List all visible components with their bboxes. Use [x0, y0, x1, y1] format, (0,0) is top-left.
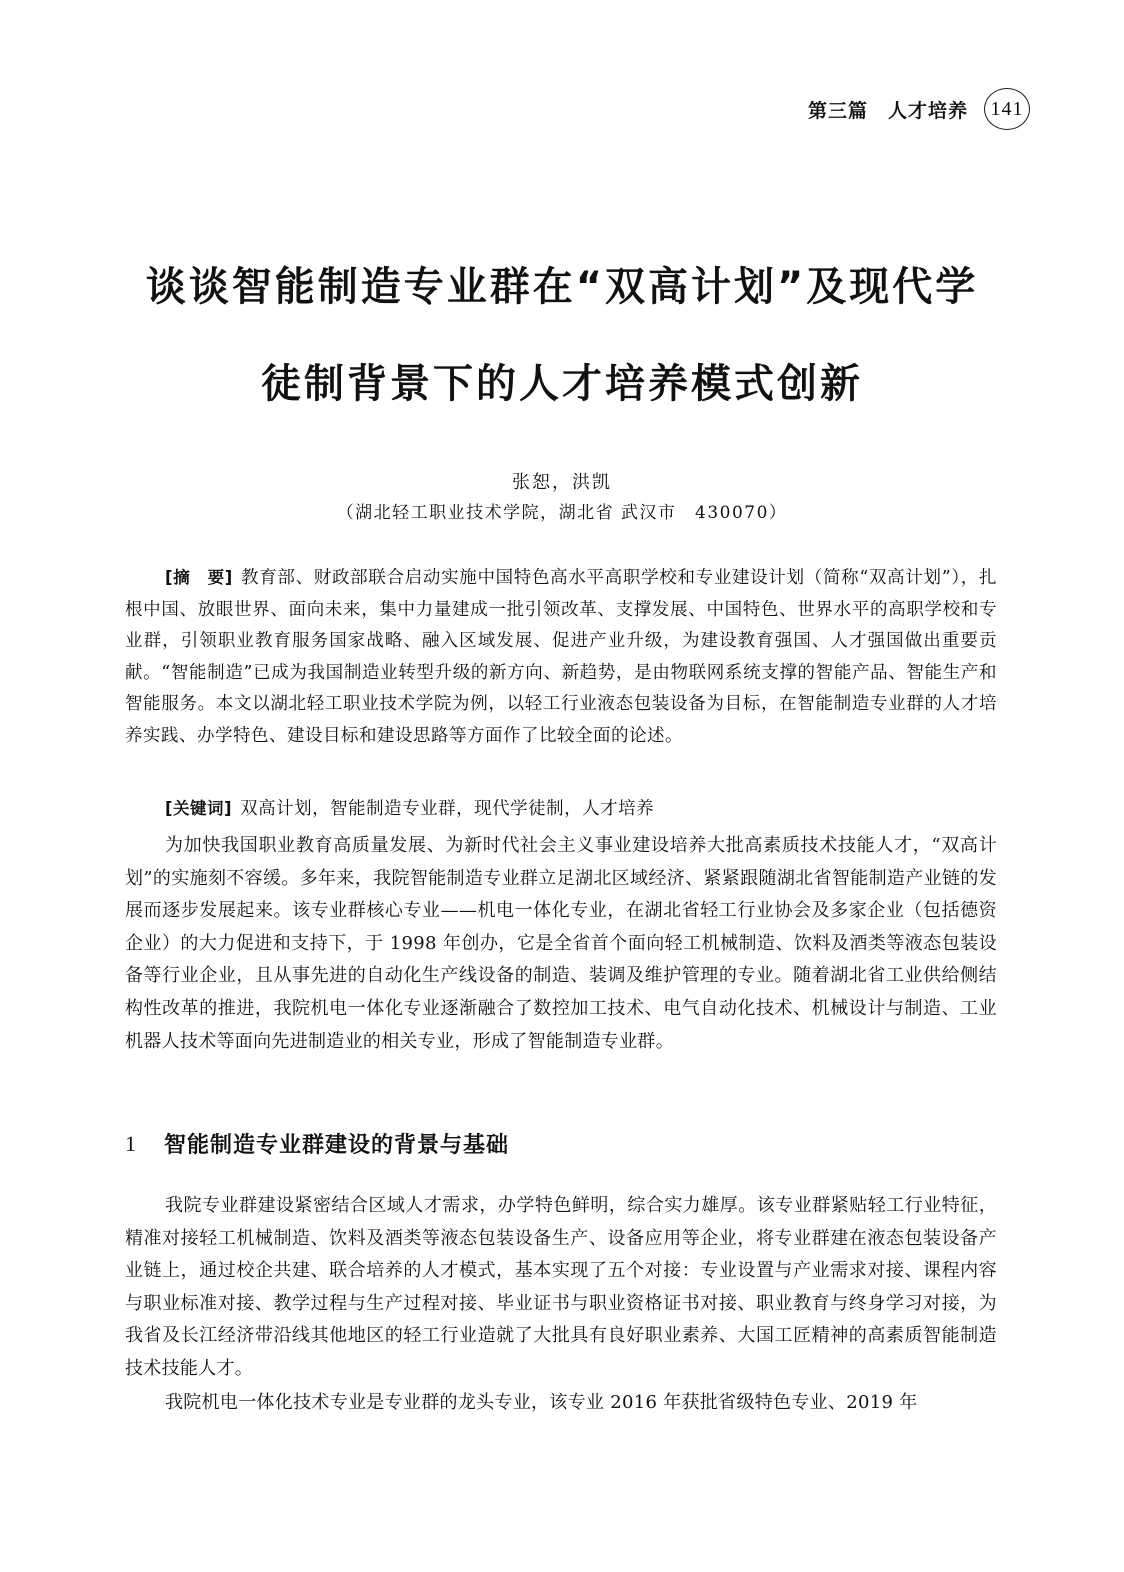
intro-paragraph: 为加快我国职业教育高质量发展、为新时代社会主义事业建设培养大批高素质技术技能人才，“双高计划”的实施刻不容缓。多年来，我院智能制造专业群立足湖北区域经济、紧紧跟随湖北省智能制造产业链的发展而逐步发展起来。该专业群核心专业——机电一体化专业，在湖北省轻工行业协会及多家企业（包括德资企业）的大力促进和支持下，于 1998 年创办，它是全省首个面向轻工机械制造、饮料及酒类等液态包装设备等行业企业，且从事先进的自动化生产线设备的制造、装调及维护管理的专业。随着湖北省工业供给侧结构性改革的推进，我院机电一体化专业逐渐融合了数控加工技术、电气自动化技术、机械设计与制造、工业机器人技术等面向先进制造业的相关专业，形成了智能制造专业群。 — [125, 835, 997, 1052]
keywords — [165, 793, 997, 826]
running-title: 第三篇 人才培养 — [807, 99, 968, 122]
keywords-label: [关键词] — [165, 799, 233, 818]
page-number: 141 — [984, 88, 1030, 130]
abstract-label: [摘 要] — [165, 568, 233, 587]
keywords-text: 双高计划，智能制造专业群，现代学徒制，人才培养 — [240, 799, 655, 819]
authors: 张恕，洪凯 — [512, 472, 612, 493]
section-heading — [125, 1128, 509, 1159]
abstract-text: 教育部、财政部联合启动实施中国特色高水平高职学校和专业建设计划（简称“双高计划”），扎根中国、放眼世界、面向未来，集中力量建成一批引领改革、支撑发展、中国特色、世界水平的高职学校和专业群，引领职业教育服务国家战略、融入区域发展、促进产业升级，为建设教育强国、人才强国做出重要贡献。“智能制造”已成为我国制造业转型升级的新方向、新趋势，是由物联网系统支撑的智能产品、智能生产和智能服务。本文以湖北轻工职业技术学院为例，以轻工行业液态包装设备为目标，在智能制造专业群的人才培养实践、办学特色、建设目标和建设思路等方面作了比较全面的论述。 — [125, 568, 997, 746]
affiliation: （湖北轻工职业技术学院，湖北省 武汉市 430070） — [336, 503, 788, 523]
abstract — [125, 562, 997, 752]
section1-paragraph1: 我院专业群建设紧密结合区域人才需求，办学特色鲜明，综合实力雄厚。该专业群紧贴轻工行业特征，精准对接轻工机械制造、饮料及酒类等液态包装设备生产、设备应用等企业，将专业群建在液态包装设备产业链上，通过校企共建、联合培养的人才模式，基本实现了五个对接：专业设置与产业需求对接、课程内容与职业标准对接、教学过程与生产过程对接、毕业证书与职业资格证书对接、职业教育与终身学习对接，为我省及长江经济带沿线其他地区的轻工行业造就了大批具有良好职业素养、大国工匠精神的高素质智能制造技术技能人才。 — [125, 1195, 997, 1379]
article-title-line1: 谈谈智能制造专业群在“双高计划”及现代学 — [145, 264, 979, 310]
section-title: 智能制造专业群建设的背景与基础 — [164, 1133, 510, 1158]
article-title-line2: 徒制背景下的人才培养模式创新 — [261, 361, 863, 407]
running-head — [808, 88, 1030, 130]
section1-paragraph2: 我院机电一体化技术专业是专业群的龙头专业，该专业 2016 年获批省级特色专业、2019 年 — [165, 1392, 918, 1413]
section-number: 1 — [125, 1130, 136, 1156]
